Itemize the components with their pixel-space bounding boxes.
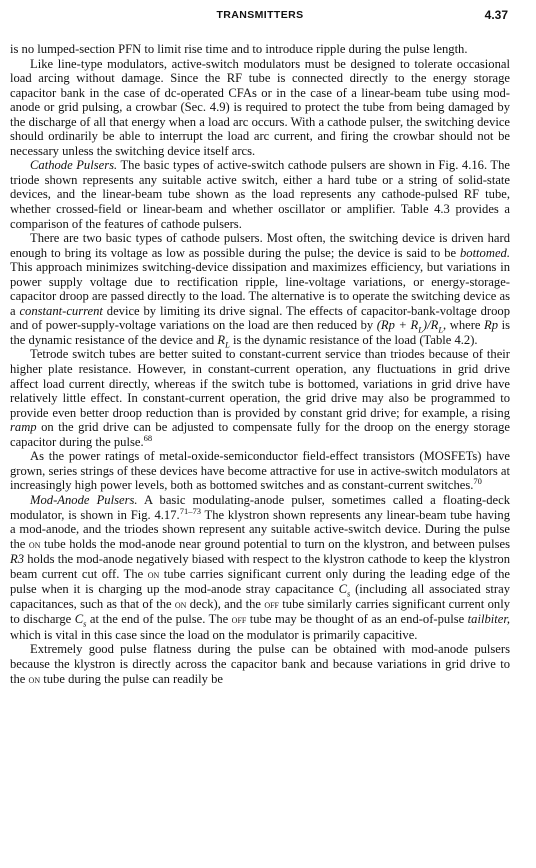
text-run: Tetrode switch tubes are better suited to constant-current service than triodes because of their higher plate resistance. However, in constant-current operation, any fluctuations in grid drive affect load current directly, whereas if the switch tube is bottomed, variations in grid drive have relatively little effect. In constant-current operation, the grid drive may also be programmed to provide even better droop reduction than is provided by constant grid drive; for example, a rising: [10, 347, 510, 420]
reference-superscript: 68: [143, 432, 153, 443]
italic-text: Cathode Pulsers.: [30, 158, 118, 173]
text-run: There are two basic types of cathode pulsers. Most often, the switching device is driven hard enough to bring its voltage as low as possible during the pulse; the device is said to be: [10, 231, 510, 260]
subscript: s: [347, 588, 351, 599]
italic-text: Mod-Anode Pulsers.: [30, 492, 138, 507]
italic-text: tailbiter,: [467, 612, 510, 627]
italic-text: bottomed.: [459, 245, 510, 260]
italic-text: constant-current: [19, 303, 103, 318]
paragraph: [10, 158, 510, 231]
text-run: (including all associated stray capacitances, such as that of the: [10, 582, 510, 611]
italic-text: C: [74, 612, 84, 627]
text-run: This approach minimizes switching-device dissipation and maximizes efficiency, but variations in power supply voltage due to rectification ripple, line-voltage variations, or energy-storage-capacitor droop are passed directly to the load. The alternative is to operate the switching device as a: [10, 260, 510, 318]
reference-superscript: 70: [473, 476, 482, 487]
body-text: [10, 42, 510, 687]
text-run: is the dynamic resistance of the device and: [10, 318, 510, 347]
paragraph: [10, 493, 510, 642]
small-caps-term: on: [28, 673, 41, 686]
text-run: holds the mod-anode negatively biased with respect to the klystron cathode to keep the klystron beam current cut off. The: [10, 552, 510, 581]
subscript: L: [225, 339, 230, 350]
reference-superscript: 71–73: [179, 505, 201, 516]
text-run: tube holds the mod-anode near ground potential to turn on the klystron, and between pulses: [40, 536, 510, 551]
paragraph: [10, 231, 511, 350]
italic-text: Rp: [484, 318, 499, 333]
text-run: tube during the pulse can readily be: [40, 671, 224, 686]
page-header: [10, 6, 510, 26]
small-caps-term: on: [28, 538, 41, 551]
text-run: is the dynamic resistance of the load (Table 4.2).: [229, 332, 478, 347]
page-number: 4.37: [484, 8, 508, 22]
italic-text: )/R: [422, 318, 439, 333]
running-title: TRANSMITTERS: [216, 9, 304, 21]
text-run: on the grid drive can be adjusted to compensate fully for the droop on the energy storage capacitor during the pulse.: [10, 420, 510, 449]
text-run: A basic modulating-anode pulser, sometimes called a floating-deck modulator, is shown in Fig. 4.17.: [10, 492, 510, 522]
text-run: , where: [443, 318, 485, 333]
text-run: deck), and the: [186, 596, 265, 611]
small-caps-term: on: [147, 568, 160, 581]
paragraph: [10, 642, 510, 687]
subscript: L: [418, 324, 423, 335]
paragraph: [10, 42, 510, 57]
text-run: tube carries significant current only during the leading edge of the pulse when it is charging up the mod-anode stray capacitance: [10, 566, 510, 597]
italic-text: R3: [10, 552, 24, 567]
italic-text: ramp: [10, 420, 37, 435]
italic-text: C: [338, 582, 348, 597]
text-run: The basic types of active-switch cathode pulsers are shown in Fig. 4.16. The triode shown represents any suitable active switch, either a hard tube or a string of solid-state devices, and the linear-beam tube shown as the load represents any cathode-pulsed RF tube, whether crossed-field or linear-beam and whether oscillator or amplifier. Table 4.3 provides a comparison of the features of cathode pulsers.: [10, 158, 510, 231]
text-run: The klystron shown represents any linear-beam tube having a mod-anode, and the triodes shown represent any suitable active-switch device. During the pulse the: [10, 507, 511, 551]
italic-text: R: [217, 332, 226, 347]
text-run: at the end of the pulse. The: [86, 612, 232, 627]
text-run: Like line-type modulators, active-switch modulators must be designed to tolerate occasional load arcing without damage. Since the RF tube is connected directly to the energy storage capacitor bank in the case of dc-operated CFAs or in the case of a linear-beam tube using mod-anode or grid pulsing, a crowbar (Sec. 4.9) is required to protect the tube from being damaged by the discharge of all that energy when a load arc occurs. With a cathode pulser, the switching device should ordinarily be able to interrupt the load arc current, and firing the crowbar should not be necessary unless the switching device itself arcs.: [10, 56, 510, 158]
small-caps-term: on: [174, 598, 187, 611]
subscript: L: [438, 324, 444, 335]
text-run: As the power ratings of metal-oxide-semiconductor field-effect transistors (MOSFETs) have grown, series strings of these devices have become attractive for use in active-switch modulators at increasingly high power levels, both as bottomed switches and as constant-current switches.: [10, 449, 510, 493]
small-caps-term: off: [264, 598, 279, 611]
text-run: tube similarly carries significant current only to discharge: [10, 596, 510, 627]
paragraph: [10, 347, 510, 449]
text-run: device by limiting its drive signal. The effects of capacitor-bank-voltage droop and of power-supply-voltage variations on the load are then reduced by: [10, 303, 511, 333]
paragraph: [10, 57, 510, 159]
text-run: tube may be thought of as an end-of-pulse: [246, 612, 468, 627]
text-run: which is vital in this case since the load on the modulator is primarily capacitive.: [10, 627, 418, 642]
paragraph: [10, 449, 510, 493]
small-caps-term: off: [231, 614, 247, 627]
italic-text: (Rp + R: [376, 318, 419, 333]
subscript: s: [83, 618, 87, 629]
text-run: Extremely good pulse flatness during the pulse can be obtained with mod-anode pulsers because the klystron is directly across the capacitor bank and because variations in grid drive to the: [10, 642, 510, 686]
text-run: is no lumped-section PFN to limit rise time and to introduce ripple during the pulse length.: [10, 42, 468, 56]
